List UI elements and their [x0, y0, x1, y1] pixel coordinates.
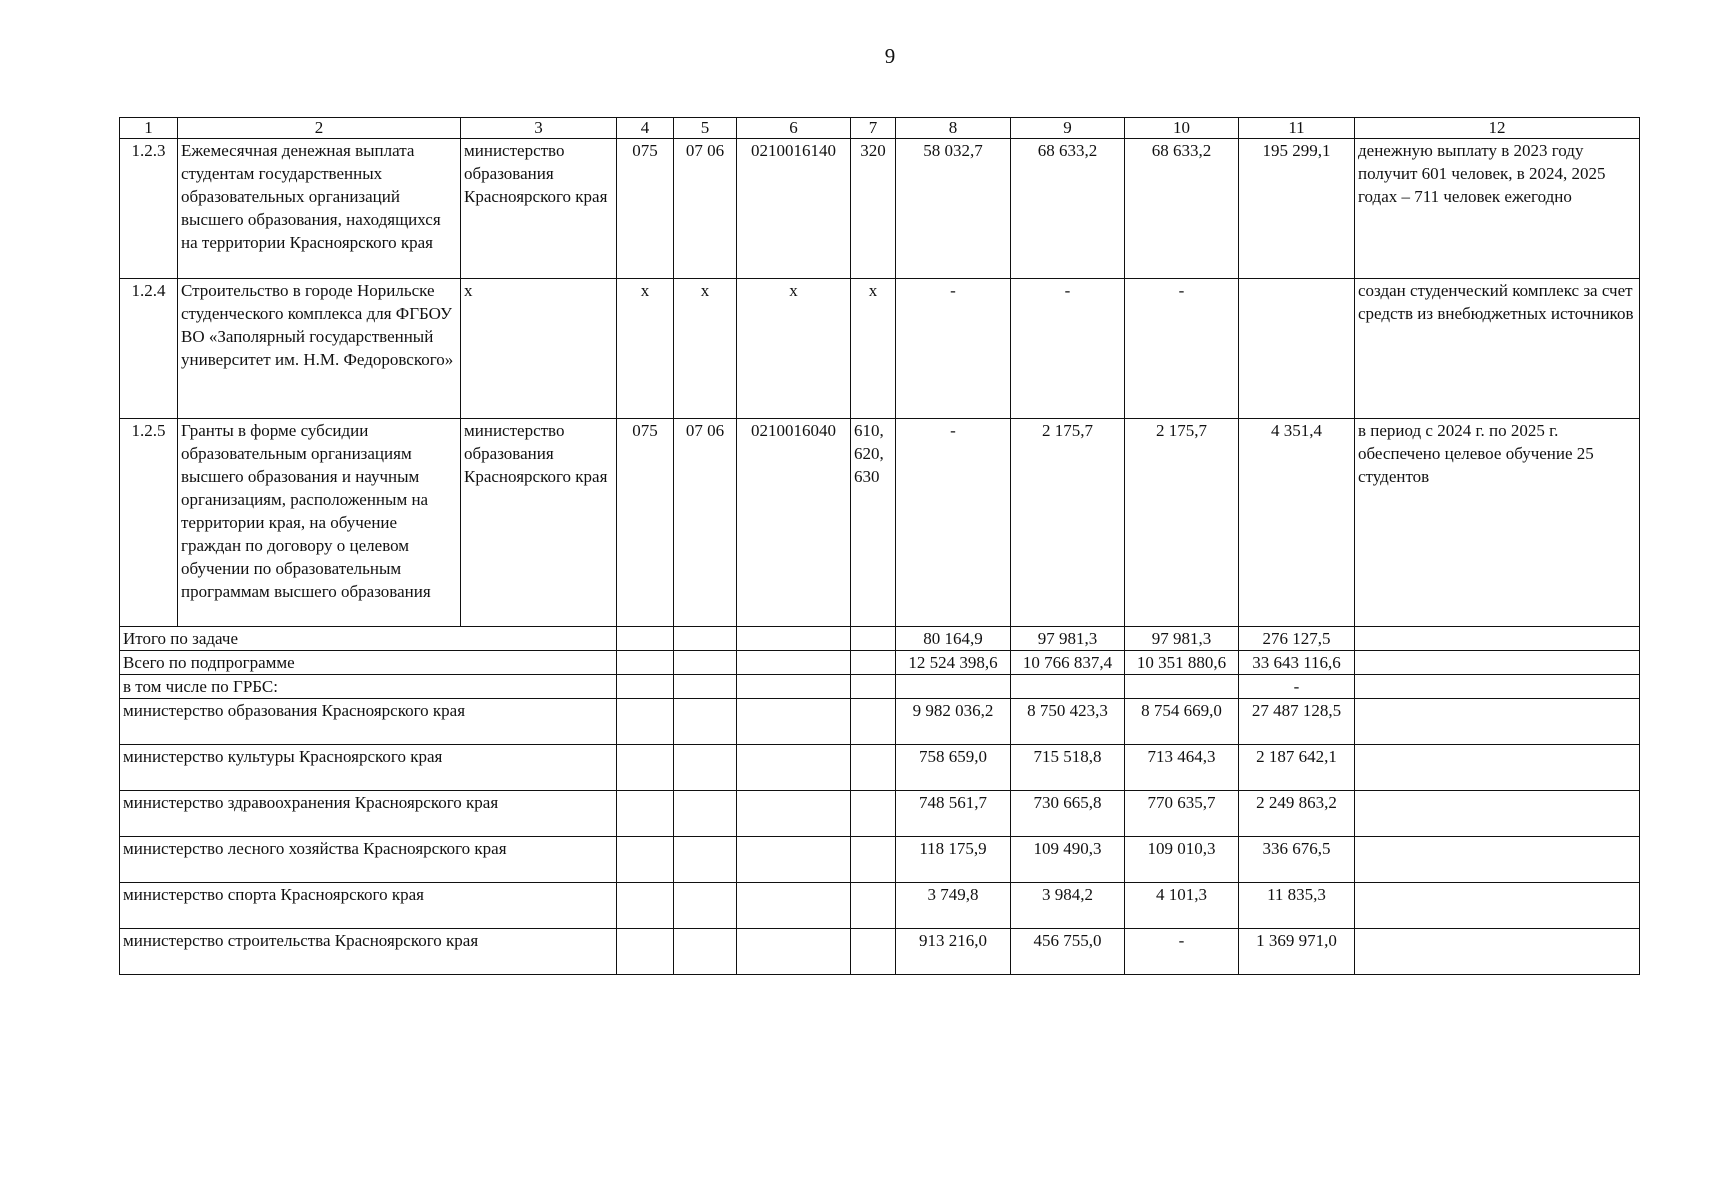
total-label: министерство строительства Красноярского края [120, 929, 617, 975]
total-row [120, 837, 1640, 883]
row-name: Ежемесячная денежная выплата студентам государственных образовательных организаций высшего образования, находящихся на территории Красноярского края [178, 139, 461, 279]
total-value-2025: 97 981,3 [1125, 627, 1239, 651]
total-value-total: 11 835,3 [1239, 883, 1355, 929]
table-row [120, 279, 1640, 419]
total-row [120, 651, 1640, 675]
total-value-total: 1 369 971,0 [1239, 929, 1355, 975]
total-value-2024: 8 750 423,3 [1011, 699, 1125, 745]
header-cell: 9 [1011, 118, 1125, 139]
total-value-2023: 9 982 036,2 [896, 699, 1011, 745]
row-value-2023: - [896, 419, 1011, 627]
row-col5: 07 06 [674, 139, 737, 279]
total-value-2025 [1125, 675, 1239, 699]
total-label: министерство лесного хозяйства Красноярского края [120, 837, 617, 883]
row-value-total: 4 351,4 [1239, 419, 1355, 627]
total-value-2023: 913 216,0 [896, 929, 1011, 975]
header-cell: 12 [1355, 118, 1640, 139]
row-value-total [1239, 279, 1355, 419]
header-cell: 6 [737, 118, 851, 139]
total-value-2025: - [1125, 929, 1239, 975]
header-cell: 5 [674, 118, 737, 139]
row-col7: x [851, 279, 896, 419]
total-label: Всего по подпрограмме [120, 651, 617, 675]
row-value-2023: 58 032,7 [896, 139, 1011, 279]
total-value-2024: 97 981,3 [1011, 627, 1125, 651]
row-col7: 320 [851, 139, 896, 279]
total-value-total: 2 249 863,2 [1239, 791, 1355, 837]
row-value-2025: 68 633,2 [1125, 139, 1239, 279]
total-value-2023: 758 659,0 [896, 745, 1011, 791]
row-value-2023: - [896, 279, 1011, 419]
total-value-2024: 456 755,0 [1011, 929, 1125, 975]
row-result: создан студенческий комплекс за счет средств из внебюджетных источников [1355, 279, 1640, 419]
header-cell: 8 [896, 118, 1011, 139]
row-value-2025: 2 175,7 [1125, 419, 1239, 627]
header-row [120, 118, 1640, 139]
total-value-2025: 109 010,3 [1125, 837, 1239, 883]
total-row [120, 745, 1640, 791]
total-value-2025: 770 635,7 [1125, 791, 1239, 837]
row-name: Строительство в городе Норильске студенческого комплекса для ФГБОУ ВО «Заполярный государственный университет им. Н.М. Федоровского» [178, 279, 461, 419]
total-value-2023: 118 175,9 [896, 837, 1011, 883]
total-row [120, 929, 1640, 975]
row-grbs: министерство образования Красноярского края [461, 139, 617, 279]
total-value-total: 2 187 642,1 [1239, 745, 1355, 791]
total-value-2023 [896, 675, 1011, 699]
row-col5: 07 06 [674, 419, 737, 627]
row-col6: 0210016040 [737, 419, 851, 627]
total-value-2025: 713 464,3 [1125, 745, 1239, 791]
total-value-2024: 109 490,3 [1011, 837, 1125, 883]
table-row [120, 139, 1640, 279]
total-value-2024: 730 665,8 [1011, 791, 1125, 837]
row-col5: x [674, 279, 737, 419]
total-value-2025: 4 101,3 [1125, 883, 1239, 929]
header-cell: 7 [851, 118, 896, 139]
budget-table [119, 117, 1640, 975]
row-col7: 610, 620, 630 [851, 419, 896, 627]
total-value-2024: 3 984,2 [1011, 883, 1125, 929]
row-value-2025: - [1125, 279, 1239, 419]
row-grbs: x [461, 279, 617, 419]
total-value-2024: 715 518,8 [1011, 745, 1125, 791]
total-value-2023: 748 561,7 [896, 791, 1011, 837]
header-cell: 11 [1239, 118, 1355, 139]
total-row [120, 883, 1640, 929]
row-value-2024: 68 633,2 [1011, 139, 1125, 279]
total-value-total: 336 676,5 [1239, 837, 1355, 883]
row-code: 1.2.5 [120, 419, 178, 627]
row-value-total: 195 299,1 [1239, 139, 1355, 279]
row-col4: x [617, 279, 674, 419]
row-name: Гранты в форме субсидии образовательным организациям высшего образования и научным организациям, расположенным на территории края, на обучение граждан по договору о целевом обучении по образовательным программам высшего образования [178, 419, 461, 627]
total-label: министерство культуры Красноярского края [120, 745, 617, 791]
header-cell: 2 [178, 118, 461, 139]
total-value-total: 276 127,5 [1239, 627, 1355, 651]
total-value-2023: 80 164,9 [896, 627, 1011, 651]
header-cell: 3 [461, 118, 617, 139]
page-number: 9 [884, 44, 896, 68]
total-row [120, 627, 1640, 651]
total-label: в том числе по ГРБС: [120, 675, 617, 699]
total-value-2024: 10 766 837,4 [1011, 651, 1125, 675]
row-result: в период с 2024 г. по 2025 г. обеспечено целевое обучение 25 студентов [1355, 419, 1640, 627]
row-code: 1.2.3 [120, 139, 178, 279]
row-value-2024: - [1011, 279, 1125, 419]
row-result: денежную выплату в 2023 году получит 601 человек, в 2024, 2025 годах – 711 человек ежегодно [1355, 139, 1640, 279]
row-grbs: министерство образования Красноярского края [461, 419, 617, 627]
total-value-total: 27 487 128,5 [1239, 699, 1355, 745]
header-cell: 1 [120, 118, 178, 139]
total-label: Итого по задаче [120, 627, 617, 651]
total-value-2025: 10 351 880,6 [1125, 651, 1239, 675]
row-col6: x [737, 279, 851, 419]
total-value-total: - [1239, 675, 1355, 699]
total-row [120, 791, 1640, 837]
header-cell: 4 [617, 118, 674, 139]
total-value-2024 [1011, 675, 1125, 699]
table-row [120, 419, 1640, 627]
total-row [120, 699, 1640, 745]
row-col4: 075 [617, 139, 674, 279]
row-value-2024: 2 175,7 [1011, 419, 1125, 627]
total-value-2025: 8 754 669,0 [1125, 699, 1239, 745]
row-col6: 0210016140 [737, 139, 851, 279]
total-label: министерство здравоохранения Красноярского края [120, 791, 617, 837]
total-value-total: 33 643 116,6 [1239, 651, 1355, 675]
header-cell: 10 [1125, 118, 1239, 139]
total-label: министерство спорта Красноярского края [120, 883, 617, 929]
total-value-2023: 3 749,8 [896, 883, 1011, 929]
row-code: 1.2.4 [120, 279, 178, 419]
total-value-2023: 12 524 398,6 [896, 651, 1011, 675]
total-label: министерство образования Красноярского края [120, 699, 617, 745]
total-row [120, 675, 1640, 699]
row-col4: 075 [617, 419, 674, 627]
